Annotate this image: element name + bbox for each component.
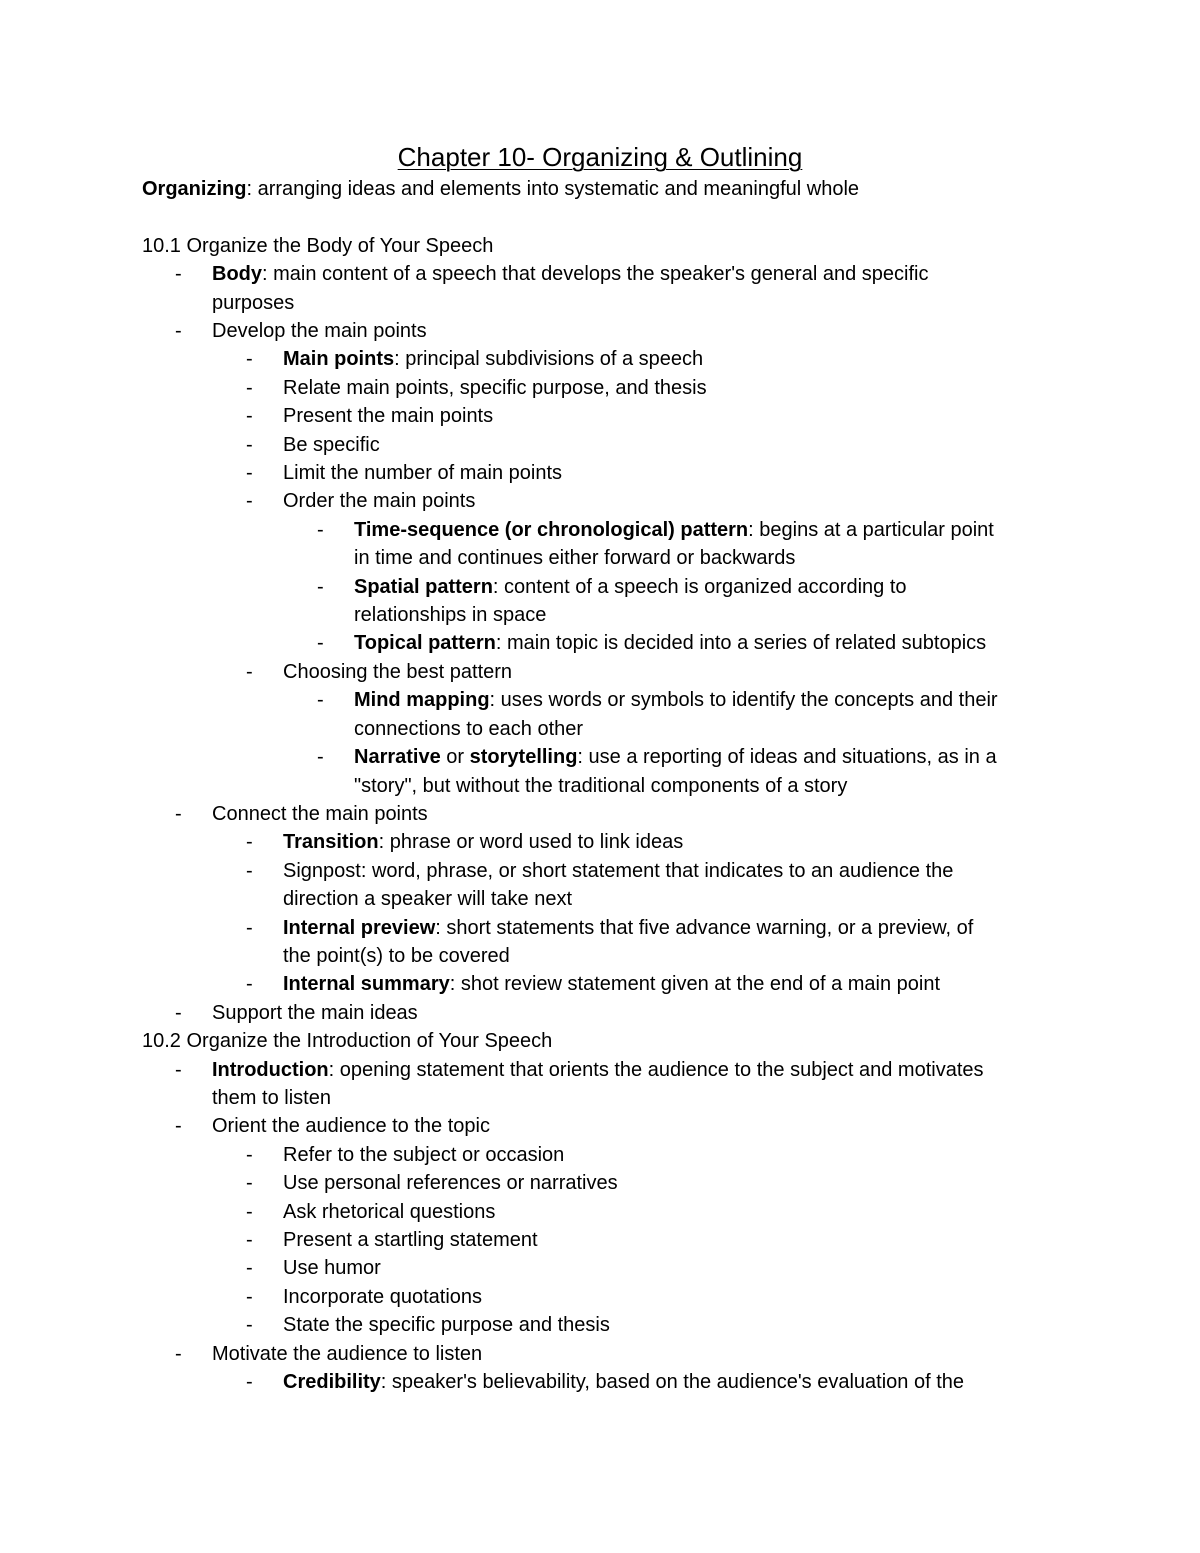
list-item-internal-summary (142, 970, 1062, 998)
list-text: Motivate the audience to listen (212, 1342, 483, 1365)
list-item-orient-1 (142, 1169, 1062, 1197)
list-item-continuation: "story", but without the traditional components of a story (354, 774, 848, 797)
list-item-orient-6 (142, 1311, 1062, 1339)
definition: : shot review statement given at the end of a main point (449, 973, 941, 996)
page-title: Chapter 10- Organizing & Outlining (397, 142, 803, 172)
bullet-dash: - (246, 916, 253, 939)
list-item-continuation: relationships in space (354, 604, 547, 627)
bullet-dash: - (317, 689, 324, 712)
term: Transition (283, 831, 379, 854)
list-text: Support the main ideas (212, 1001, 418, 1024)
term: Internal preview (283, 916, 436, 939)
list-text: Be specific (283, 433, 380, 456)
bullet-dash: - (246, 405, 253, 428)
list-text: Develop the main points (212, 320, 427, 343)
bullet-dash: - (246, 490, 253, 513)
bullet-dash: - (175, 1342, 182, 1365)
list-item-choosing (142, 658, 1062, 686)
list-text: Orient the audience to the topic (212, 1115, 490, 1138)
bullet-dash: - (175, 263, 182, 286)
bullet-dash: - (175, 1001, 182, 1024)
list-item-continuation: them to listen (212, 1086, 331, 1109)
bullet-dash: - (246, 1314, 253, 1337)
list-item-introduction (142, 1056, 1062, 1084)
list-text: Signpost: word, phrase, or short statement that indicates to an audience the (283, 859, 954, 882)
organizing-definition (142, 175, 1062, 203)
term: Credibility (283, 1371, 381, 1394)
list-text: Use personal references or narratives (283, 1172, 618, 1195)
term: Body (212, 263, 262, 286)
list-item-credibility (142, 1368, 1062, 1396)
bullet-dash: - (246, 1371, 253, 1394)
list-text: Refer to the subject or occasion (283, 1143, 565, 1166)
term: Spatial pattern (354, 575, 493, 598)
bullet-dash: - (175, 320, 182, 343)
list-text: Connect the main points (212, 802, 428, 825)
bullet-dash: - (246, 376, 253, 399)
list-item-orient-5 (142, 1283, 1062, 1311)
term: Internal summary (283, 973, 450, 996)
list-item-main-points (142, 345, 1062, 373)
bullet-dash: - (317, 632, 324, 655)
bullet-dash: - (246, 831, 253, 854)
list-text: State the specific purpose and thesis (283, 1314, 610, 1337)
bullet-dash: - (246, 973, 253, 996)
term: storytelling (469, 746, 578, 769)
bullet-dash: - (175, 1115, 182, 1138)
list-item-orient-0 (142, 1141, 1062, 1169)
list-item-spatial (142, 573, 1062, 601)
list-item-orient-3 (142, 1226, 1062, 1254)
definition: : principal subdivisions of a speech (394, 348, 704, 371)
section-heading-10-1: 10.1 Organize the Body of Your Speech (142, 234, 494, 257)
list-text: Incorporate quotations (283, 1285, 483, 1308)
list-item-continuation: in time and continues either forward or backwards (354, 547, 796, 570)
list-item-develop (142, 317, 1062, 345)
bullet-dash: - (175, 1058, 182, 1081)
bullet-dash: - (246, 1200, 253, 1223)
definition: : use a reporting of ideas and situations, as in a (577, 746, 997, 769)
term: Time-sequence (or chronological) pattern (354, 518, 749, 541)
bullet-dash: - (246, 1229, 253, 1252)
list-text: Present the main points (283, 405, 494, 428)
list-item-motivate (142, 1340, 1062, 1368)
list-item-support (142, 999, 1062, 1027)
definition: : arranging ideas and elements into systematic and meaningful whole (246, 178, 860, 200)
list-item-limit (142, 459, 1062, 487)
term: Organizing (142, 178, 247, 200)
list-item-time-sequence (142, 516, 1062, 544)
list-item-body (142, 260, 1062, 288)
list-item-narrative (142, 743, 1062, 771)
list-item-specific (142, 431, 1062, 459)
notes-content (142, 175, 1062, 1396)
term: Introduction (212, 1058, 329, 1081)
definition: : phrase or word used to link ideas (378, 831, 684, 854)
list-text: Use humor (283, 1257, 381, 1280)
definition: : begins at a particular point (748, 518, 994, 541)
bullet-dash: - (246, 433, 253, 456)
bullet-dash: - (246, 1285, 253, 1308)
list-item-order (142, 487, 1062, 515)
list-item-orient-4 (142, 1254, 1062, 1282)
connector: or (440, 746, 470, 769)
list-item-transition (142, 828, 1062, 856)
bullet-dash: - (175, 802, 182, 825)
list-text: Present a startling statement (283, 1229, 538, 1252)
definition: : short statements that five advance warning, or a preview, of (435, 916, 974, 939)
list-item-orient (142, 1112, 1062, 1140)
list-text: Ask rhetorical questions (283, 1200, 496, 1223)
blank-line (142, 203, 1062, 231)
section-heading-10-2: 10.2 Organize the Introduction of Your Speech (142, 1030, 553, 1053)
list-item-continuation: the point(s) to be covered (283, 944, 510, 967)
bullet-dash: - (246, 348, 253, 371)
bullet-dash: - (246, 1257, 253, 1280)
list-item-topical (142, 629, 1062, 657)
bullet-dash: - (246, 1172, 253, 1195)
list-text: Limit the number of main points (283, 462, 563, 485)
bullet-dash: - (317, 518, 324, 541)
definition: : opening statement that orients the audience to the subject and motivates (328, 1058, 984, 1081)
list-item-orient-2 (142, 1198, 1062, 1226)
definition: : main content of a speech that develops the speaker's general and specific (262, 263, 929, 286)
term: Mind mapping (354, 689, 490, 712)
definition: : main topic is decided into a series of related subtopics (495, 632, 987, 655)
bullet-dash: - (246, 1143, 253, 1166)
definition: : uses words or symbols to identify the concepts and their (489, 689, 998, 712)
term: Narrative (354, 746, 441, 769)
term: Topical pattern (354, 632, 496, 655)
list-item-continuation: connections to each other (354, 717, 584, 740)
term: Main points (283, 348, 395, 371)
list-item-signpost (142, 857, 1062, 885)
bullet-dash: - (246, 859, 253, 882)
bullet-dash: - (317, 575, 324, 598)
definition: : speaker's believability, based on the audience's evaluation of the (380, 1371, 964, 1394)
list-item-relate (142, 374, 1062, 402)
list-text: Order the main points (283, 490, 476, 513)
bullet-dash: - (246, 462, 253, 485)
definition: : content of a speech is organized according to (492, 575, 907, 598)
bullet-dash: - (317, 746, 324, 769)
list-item-continuation: direction a speaker will take next (283, 888, 573, 911)
list-item-present (142, 402, 1062, 430)
bullet-dash: - (246, 660, 253, 683)
list-item-connect (142, 800, 1062, 828)
list-item-internal-preview (142, 914, 1062, 942)
list-text: Choosing the best pattern (283, 660, 513, 683)
list-item-mind-mapping (142, 686, 1062, 714)
list-text: Relate main points, specific purpose, and thesis (283, 376, 707, 399)
list-item-continuation: purposes (212, 291, 295, 314)
